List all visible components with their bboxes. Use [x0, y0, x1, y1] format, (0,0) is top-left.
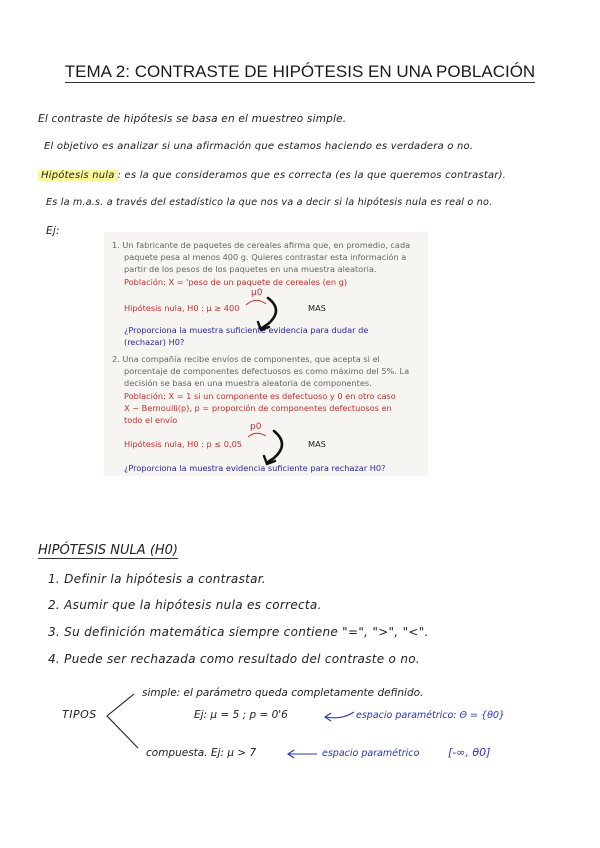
item1-pregunta-2: (rechazar) H0?	[124, 337, 185, 347]
tipo-compuesta: compuesta. Ej: μ > 7	[146, 747, 257, 759]
intro-line-1: El contraste de hipótesis se basa en el muestreo simple.	[38, 113, 347, 125]
example-label: Ej:	[46, 225, 60, 237]
compuesta-intervalo: [-∞, θ0]	[448, 746, 491, 759]
espacio-parametrico-simple: espacio paramétrico: Θ = {θ0}	[356, 710, 505, 721]
intro-line-2: El objetivo es analizar si una afirmación que estamos haciendo es verdadera o no.	[44, 141, 474, 152]
intro-line-3-rest: : es la que consideramos que es correcta (es la que queremos contrastar).	[117, 170, 507, 181]
item1-line-3: partir de los pesos de los paquetes en una muestra aleatoria.	[124, 264, 377, 274]
item1-poblacion: Población: X = 'peso de un paquete de cereales (en g)	[124, 277, 348, 287]
highlight-hipotesis-nula: Hipótesis nula	[38, 170, 118, 181]
espacio-parametrico-compuesta: espacio paramétrico	[322, 748, 420, 759]
hn-item-4: 4. Puede ser rechazada como resultado del contraste o no.	[48, 652, 420, 666]
section-heading: HIPÓTESIS NULA (H0)	[38, 543, 179, 558]
intro-line-3	[38, 170, 506, 181]
hn-item-3: 3. Su definición matemática siempre contiene "=", ">", "<".	[48, 625, 429, 639]
arrow-left-icon-simple	[320, 707, 356, 727]
item2-poblacion-3: todo el envío	[124, 415, 178, 425]
arrow-annotation-1	[230, 292, 290, 342]
tipo-simple: simple: el parámetro queda completamente definido.	[142, 687, 424, 699]
item2-line-1: 2. Una compañía recibe envíos de componentes, que acepta si el	[112, 354, 380, 364]
p0-annotation: p0	[250, 422, 262, 432]
item1-hipotesis-nula: Hipótesis nula, H0 : μ ≥ 400	[124, 303, 240, 313]
hn-item-2: 2. Asumir que la hipótesis nula es correcta.	[48, 598, 322, 612]
arrow-annotation-2	[232, 428, 292, 478]
page-title: TEMA 2: CONTRASTE DE HIPÓTESIS EN UNA POBLACIÓN	[64, 62, 536, 81]
item1-mas: MAS	[308, 303, 326, 313]
item1-line-1: 1. Un fabricante de paquetes de cereales afirma que, en promedio, cada	[112, 240, 411, 250]
item2-hipotesis-nula: Hipótesis nula, H0 : p ≤ 0,05	[124, 439, 242, 449]
item2-pregunta: ¿Proporciona la muestra evidencia suficiente para rechazar H0?	[124, 463, 386, 473]
item2-line-3: decisión se basa en una muestra aleatoria de componentes.	[124, 378, 372, 388]
tipos-label: TIPOS	[62, 708, 97, 721]
intro-line-4: Es la m.a.s. a través del estadístico la que nos va a decir si la hipótesis nula es real o no.	[46, 197, 493, 208]
item2-mas: MAS	[308, 439, 326, 449]
tipo-simple-ejemplo: Ej: μ = 5 ; p = 0'6	[194, 709, 288, 721]
tipos-brace	[104, 690, 144, 754]
arrow-left-icon-compuesta	[285, 746, 319, 762]
item2-poblacion: Población: X = 1 si un componente es defectuoso y 0 en otro caso	[124, 391, 396, 401]
mu0-annotation: μ0	[251, 288, 263, 298]
item1-pregunta: ¿Proporciona la muestra suficiente evidencia para dudar de	[124, 325, 369, 335]
item2-poblacion-2: X ~ Bernoulli(p), p = proporción de componentes defectuosos en	[124, 403, 392, 413]
item1-line-2: paquete pesa al menos 400 g. Quieres contrastar esta información a	[124, 252, 407, 262]
hn-item-1: 1. Definir la hipótesis a contrastar.	[48, 572, 267, 586]
item2-line-2: porcentaje de componentes defectuosos es como máximo del 5%. La	[124, 366, 410, 376]
